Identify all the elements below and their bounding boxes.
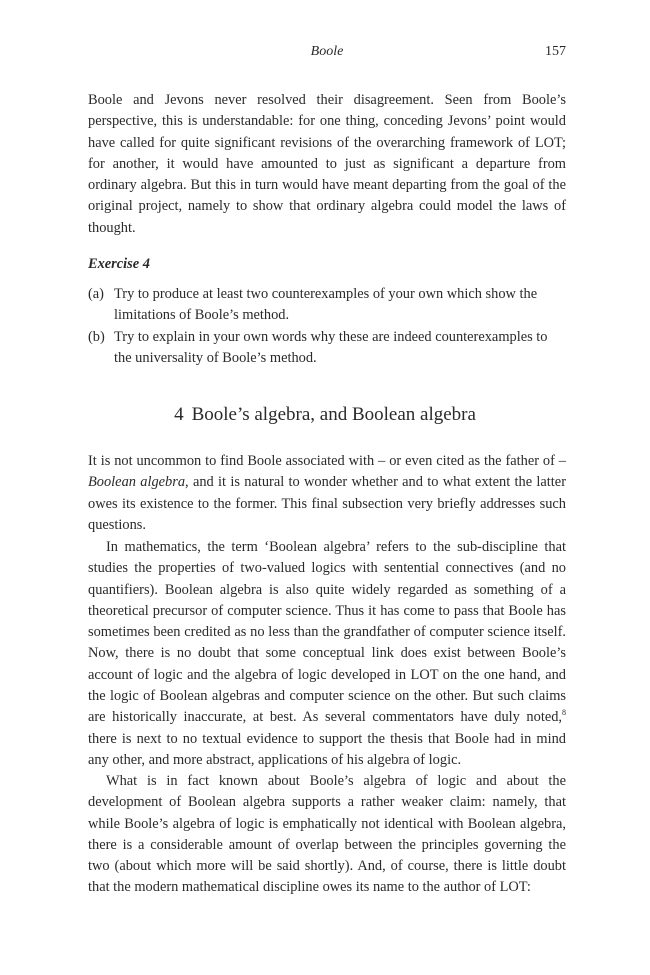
section-heading: [0, 404, 650, 426]
emphasis-term: Boolean algebra: [88, 474, 186, 491]
paragraph-text: , and it is natural to wonder whether and to what extent the latter owes its existence to the former. This final subsection very briefly addresses such questions.: [88, 474, 566, 533]
exercise-heading: Exercise 4: [88, 256, 150, 272]
page-number: 157: [545, 44, 566, 59]
section-title: Boole’s algebra, and Boolean algebra: [191, 404, 476, 425]
paragraph-boole-association: [88, 451, 566, 536]
paragraph-known-facts: What is in fact known about Boole’s algebra of logic and about the development of Boolean algebra supports a rather weaker claim: namely, that while Boole’s algebra of logic is emphatically not identical with Boolean algebra, there is a considerable amount of overlap between the principles governing the two (about which more will be said shortly). And, of course, there is little doubt that the modern mathematical discipline owes its name to the author of LOT:: [88, 773, 566, 896]
paragraph-mathematics: [88, 537, 566, 771]
page-header: [88, 44, 566, 66]
running-title: Boole: [310, 44, 344, 59]
exercise-item-b: [88, 327, 566, 370]
paragraph-text: In mathematics, the term ‘Boolean algebra’ refers to the sub-discipline that studies the properties of two-valued logics with sentential connectives (and no quantifiers). Boolean algebra is also quite widely regarded as something of a theoretical precursor of computer science. Thus it has come to pass that Boole has sometimes been credited as no less than the grandfather of computer science itself. Now, there is no doubt that some conceptual link does exist between Boole’s account of logic and the algebra of logic developed in LOT on the one hand, and the logic of Boolean algebras and computer science on the other. But such claims are historically inaccurate, at best. As several commentators have duly noted,: [88, 539, 566, 726]
exercise-marker: (b): [88, 328, 105, 345]
paragraph-text: there is next to no textual evidence to support the thesis that Boole had in mind any other, and more abstract, applications of his algebra of logic.: [88, 730, 566, 768]
paragraph-text: It is not uncommon to find Boole associated with – or even cited as the father of –: [88, 453, 566, 469]
exercise-marker: (a): [88, 286, 104, 302]
paragraph-disagreement: Boole and Jevons never resolved their disagreement. Seen from Boole’s perspective, this is understandable: for one thing, conceding Jevons’ point would have called for quite significant revisions of the overarching framework of LOT; for another, it would have amounted to just as significant a departure from ordinary algebra. But this in turn would have meant departing from the goal of the original project, namely to show that ordinary algebra could model the laws of thought.: [88, 92, 566, 236]
exercise-text: Try to produce at least two counterexamples of your own which show the limitations of Boole’s method.: [114, 286, 538, 324]
exercise-text: Try to explain in your own words why these are indeed counterexamples to the universality of Boole’s method.: [114, 328, 548, 366]
exercise-list: [88, 284, 566, 369]
footnote-marker[interactable]: 8: [562, 708, 566, 718]
section-number: 4: [174, 404, 184, 425]
exercise-item-a: [88, 284, 566, 327]
